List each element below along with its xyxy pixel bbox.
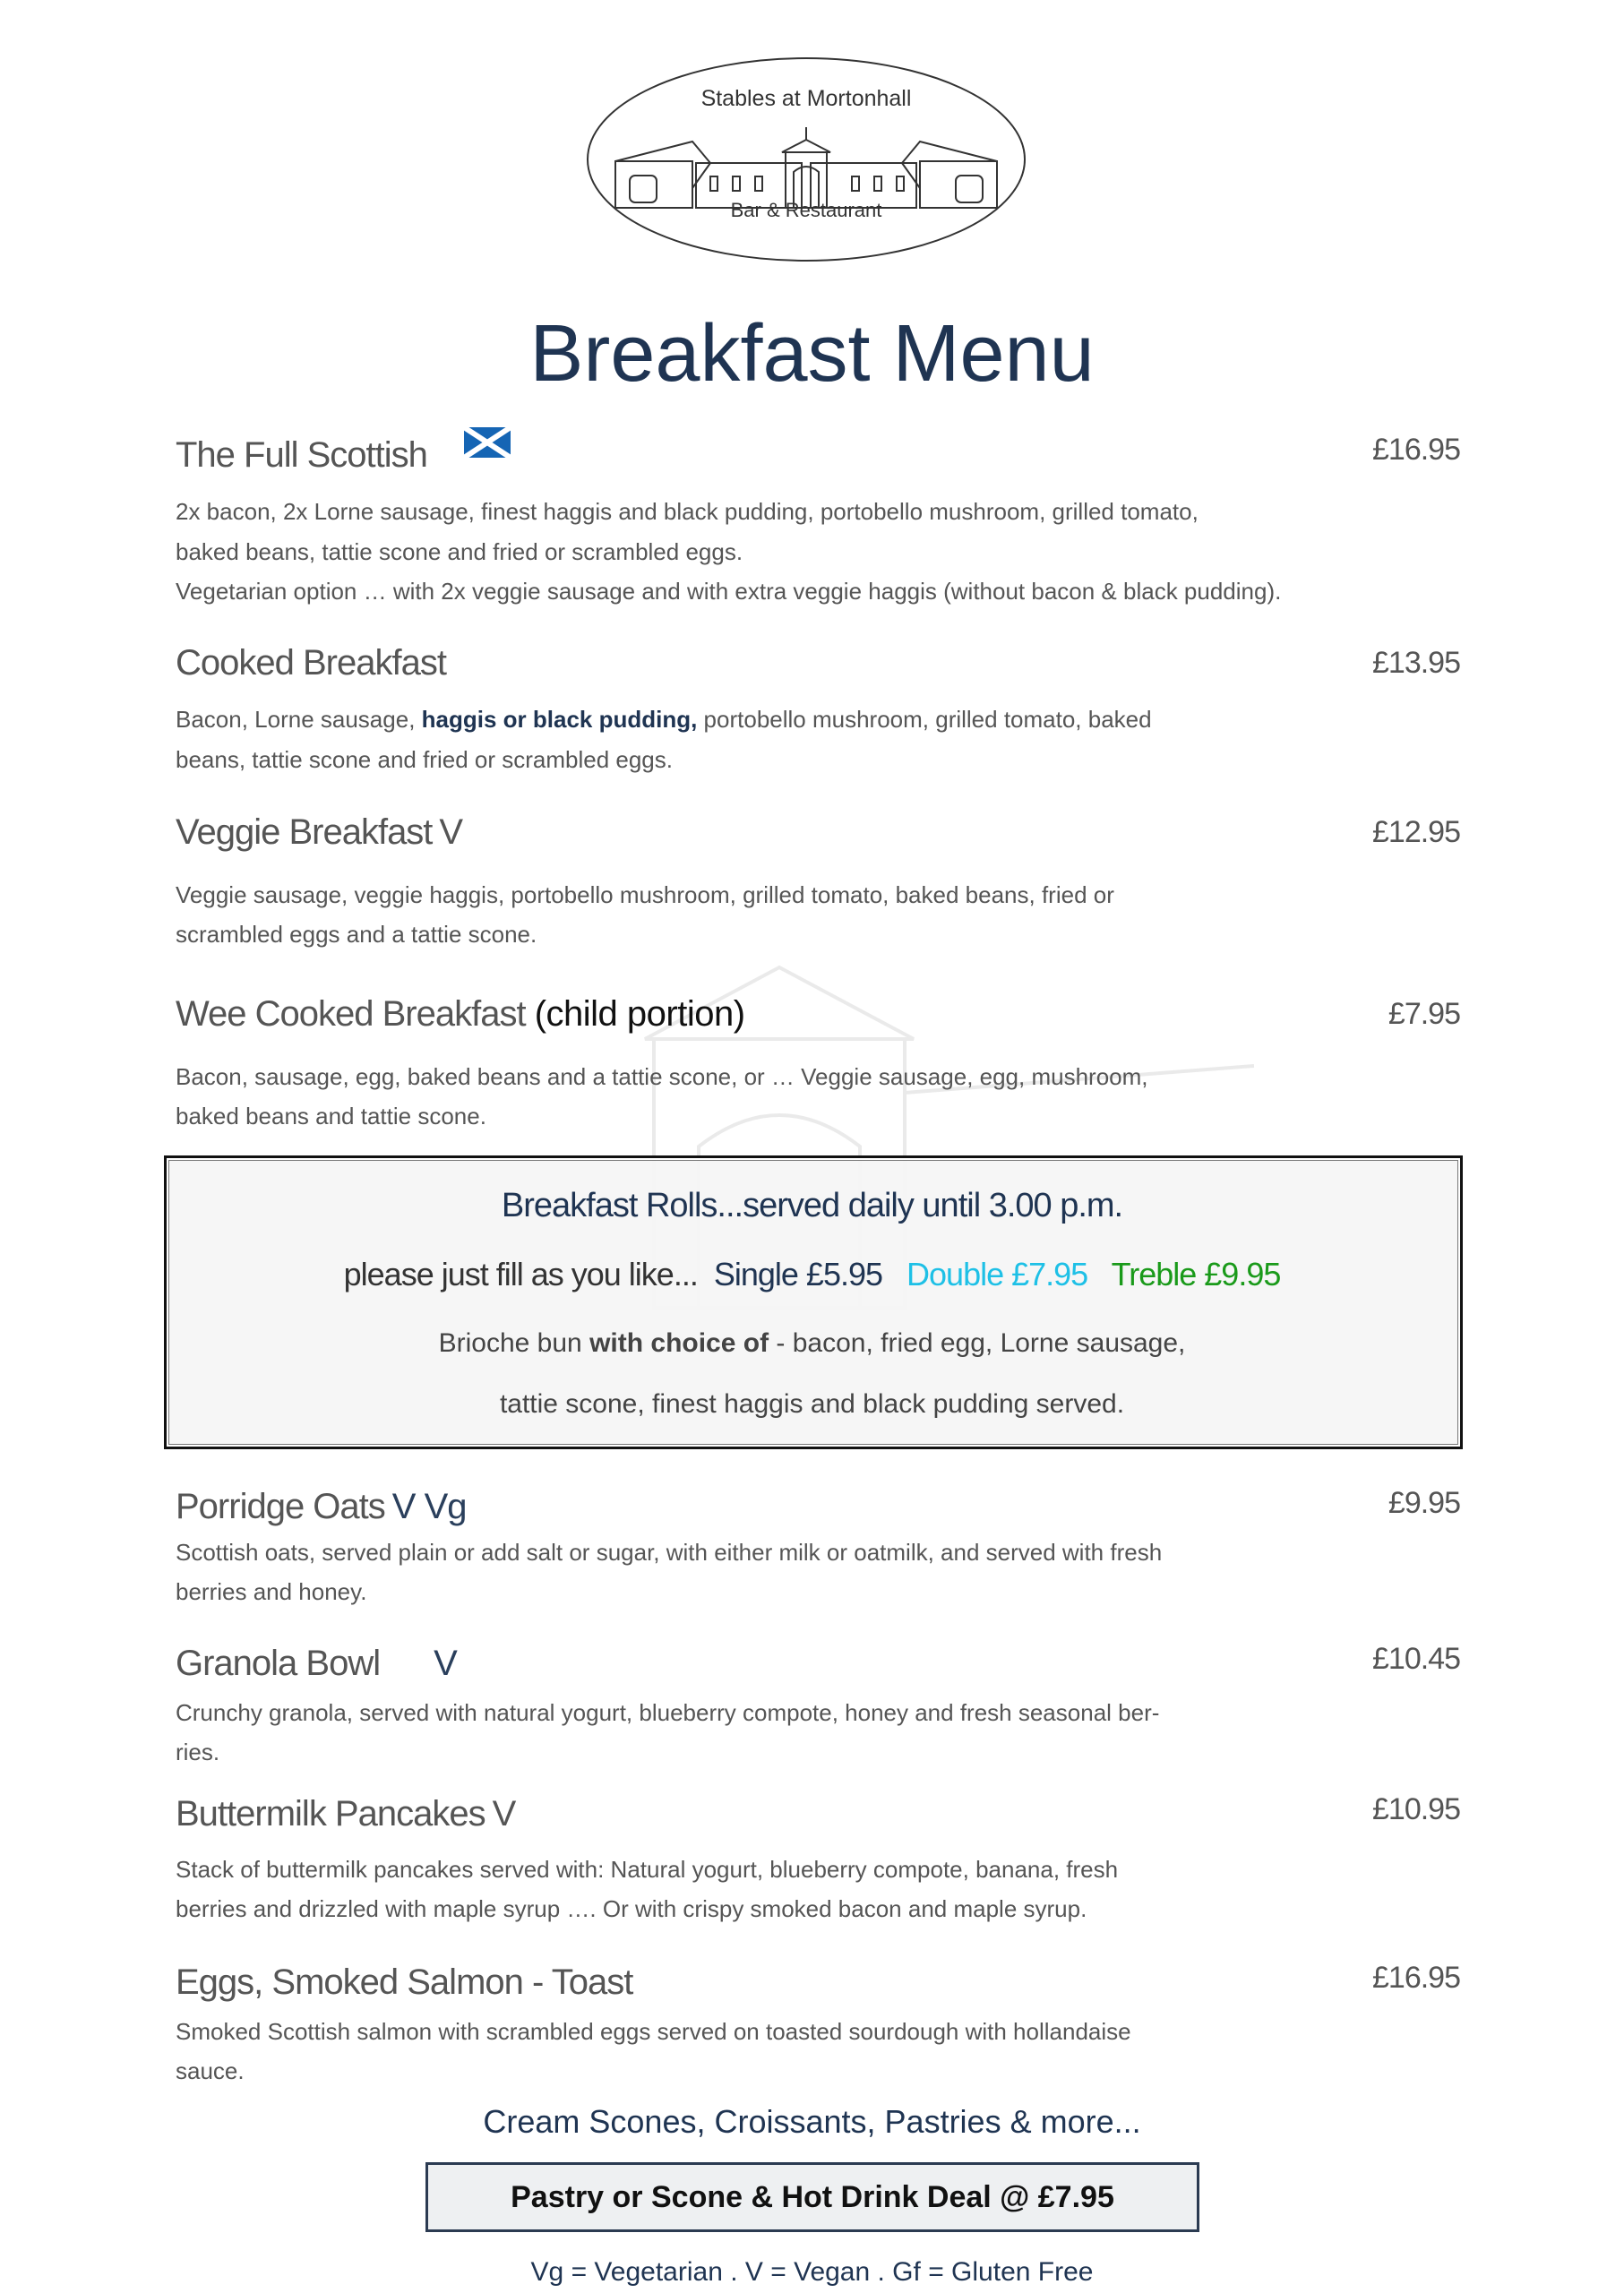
- item-description: scrambled eggs and a tattie scone.: [176, 921, 537, 948]
- item-name: [176, 1791, 515, 1836]
- item-description: Veggie sausage, veggie haggis, portobello mushroom, grilled tomato, baked beans, fried or: [176, 881, 1114, 908]
- item-description: berries and drizzled with maple syrup …. Or with crispy smoked bacon and maple syrup.: [176, 1895, 1087, 1922]
- item-description: Stack of buttermilk pancakes served with: Natural yogurt, blueberry compote, banana, fresh: [176, 1856, 1119, 1883]
- item-description: Scottish oats, served plain or add salt or sugar, with either milk or oatmilk, and served with fresh: [176, 1539, 1163, 1566]
- dietary-legend: Vg = Vegetarian . V = Vegan . Gf = Gluten Free: [530, 2257, 1094, 2287]
- rolls-heading: Breakfast Rolls...served daily until 3.00 p.m.: [501, 1187, 1123, 1224]
- item-name: Cooked Breakfast: [176, 643, 446, 683]
- logo-subtitle: Bar & Restaurant: [730, 199, 882, 221]
- item-name-text: Buttermilk Pancakes: [176, 1794, 485, 1834]
- item-name-text: Veggie Breakfast: [176, 812, 433, 852]
- logo: [585, 56, 1027, 263]
- item-name: [176, 1641, 457, 1686]
- desc-text: Brioche bun: [438, 1328, 590, 1358]
- item-description: beans, tattie scone and fried or scrambled eggs.: [176, 746, 673, 773]
- item-price: £12.95: [1372, 815, 1460, 849]
- dietary-mark: V: [492, 1794, 516, 1834]
- scottish-flag-icon: [464, 427, 511, 458]
- page-title: Breakfast Menu: [529, 309, 1095, 399]
- price-single: Single £5.95: [713, 1256, 883, 1292]
- item-name: [176, 433, 427, 477]
- item-description: Bacon, sausage, egg, baked beans and a tattie scone, or … Veggie sausage, egg, mushroom,: [176, 1063, 1148, 1090]
- item-price: £10.45: [1372, 1642, 1460, 1676]
- desc-text: - bacon, fried egg, Lorne sausage,: [769, 1328, 1186, 1358]
- rolls-description: tattie scone, finest haggis and black pudding served.: [499, 1389, 1125, 1419]
- item-price: £13.95: [1372, 646, 1460, 680]
- item-name: [176, 992, 745, 1036]
- desc-text: portobello mushroom, grilled tomato, baked: [697, 706, 1152, 733]
- item-description: baked beans, tattie scone and fried or scrambled eggs.: [176, 538, 743, 565]
- item-price: £9.95: [1388, 1486, 1460, 1520]
- rolls-prices: [0, 1256, 1624, 1293]
- pastry-deal-box: Pastry or Scone & Hot Drink Deal @ £7.95: [425, 2162, 1199, 2232]
- item-price: £16.95: [1372, 1961, 1460, 1995]
- item-name-text: Porridge Oats: [176, 1487, 385, 1526]
- desc-bold-text: haggis or black pudding,: [421, 706, 698, 733]
- rolls-intro: please just fill as you like...: [343, 1256, 698, 1292]
- item-name: [176, 810, 462, 855]
- dietary-mark: V: [439, 812, 463, 852]
- item-name-text: Granola Bowl: [176, 1644, 381, 1683]
- price-double: Double £7.95: [907, 1256, 1088, 1292]
- item-name: [176, 1484, 467, 1529]
- item-description: 2x bacon, 2x Lorne sausage, finest haggis and black pudding, portobello mushroom, grilled tomato,: [176, 498, 1199, 525]
- item-description: sauce.: [176, 2057, 245, 2084]
- logo-name: Stables at Mortonhall: [700, 86, 912, 111]
- item-price: £10.95: [1372, 1792, 1460, 1826]
- item-price: £16.95: [1372, 433, 1460, 467]
- item-description: berries and honey.: [176, 1578, 367, 1605]
- dietary-mark: V: [434, 1644, 457, 1683]
- rolls-description: [0, 1328, 1624, 1359]
- desc-bold-text: with choice of: [589, 1328, 769, 1358]
- item-note: (child portion): [534, 994, 745, 1034]
- pastries-heading: Cream Scones, Croissants, Pastries & more...: [483, 2103, 1141, 2140]
- item-description: Smoked Scottish salmon with scrambled eggs served on toasted sourdough with hollandaise: [176, 2018, 1131, 2045]
- item-description: Vegetarian option … with 2x veggie sausage and with extra veggie haggis (without bacon & black pudding).: [176, 578, 1282, 605]
- price-treble: Treble £9.95: [1111, 1256, 1281, 1292]
- dietary-mark: V Vg: [391, 1487, 467, 1526]
- item-description: baked beans and tattie scone.: [176, 1103, 486, 1129]
- item-name: Eggs, Smoked Salmon - Toast: [176, 1962, 633, 2002]
- item-description: Crunchy granola, served with natural yogurt, blueberry compote, honey and fresh seasonal ber-: [176, 1699, 1160, 1726]
- item-price: £7.95: [1388, 997, 1460, 1031]
- item-name-text: Wee Cooked Breakfast: [176, 994, 526, 1034]
- item-description: [176, 700, 1152, 739]
- item-name-text: The Full Scottish: [176, 435, 427, 475]
- item-description: ries.: [176, 1739, 220, 1765]
- desc-text: Bacon, Lorne sausage,: [176, 706, 422, 733]
